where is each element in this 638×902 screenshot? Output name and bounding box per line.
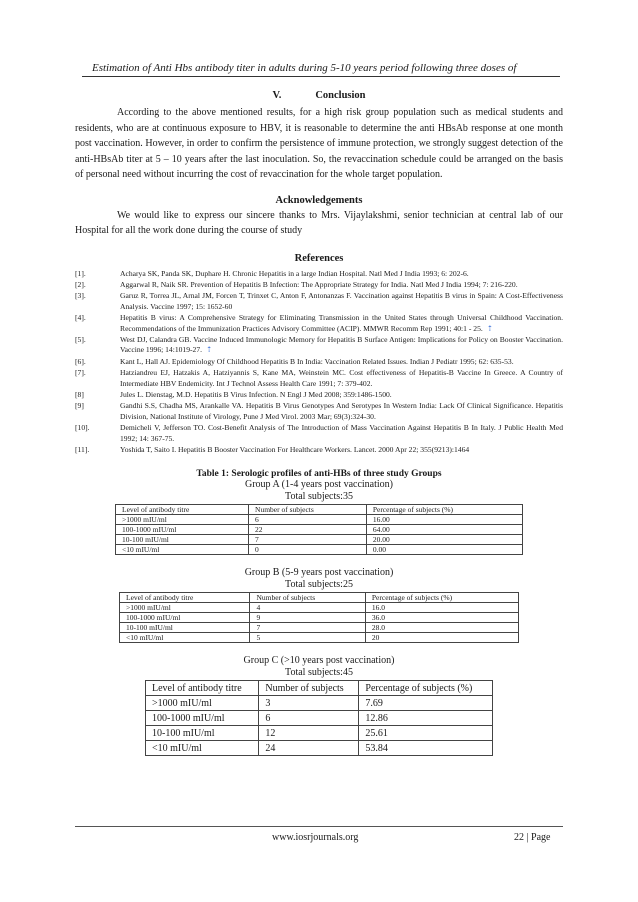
reference-item xyxy=(75,423,563,444)
table-cell: 24 xyxy=(259,741,359,756)
table-cell: 6 xyxy=(259,711,359,726)
table-header-cell: Percentage of subjects (%) xyxy=(365,593,518,603)
reference-item xyxy=(75,269,563,279)
table-header-cell: Percentage of subjects (%) xyxy=(359,681,493,696)
table-cell: 16.0 xyxy=(365,603,518,613)
reference-text: Hepatitis B virus: A Comprehensive Strategy for Eliminating Transmission in the United States through Universal Childhood Vaccination. Recommendations of the Immunization Practices Advisory Committee (ACIP). MMWR Recomm Rep 1991; 40:1 - 25. xyxy=(120,313,563,333)
table-cell: 53.84 xyxy=(359,741,493,756)
table-row xyxy=(146,741,493,756)
reference-item xyxy=(75,335,563,356)
table-row xyxy=(116,545,523,555)
table-cell: 16.00 xyxy=(366,515,522,525)
table-header-row xyxy=(116,505,523,515)
table-cell: 100-1000 mIU/ml xyxy=(116,525,249,535)
table-row xyxy=(116,515,523,525)
table-cell: >1000 mIU/ml xyxy=(120,603,250,613)
group-a-total: Total subjects:35 xyxy=(285,491,353,503)
reference-number: [11]. xyxy=(75,445,90,454)
reference-number: [10]. xyxy=(75,423,90,433)
conclusion-paragraph: According to the above mentioned results, for a high risk group population such as medical students and residents, who are at continuous exposure to HBV, it is reasonable to determine the anti HBsAb response at one month post vaccination. However, in order to confirm the persistence of immune protection, we strongly suggest detection of the anti-HBsAb titer at 5 – 10 years after the last inoculation. So, the revaccination schedule could be arranged on the basis of personal need without incurring the cost of revaccination for the whole target population. xyxy=(75,107,563,180)
table-cell: 7 xyxy=(250,623,365,633)
reference-number: [5]. xyxy=(75,334,86,344)
table-row xyxy=(146,696,493,711)
reference-number: [8] xyxy=(75,389,84,399)
reference-item xyxy=(75,280,563,290)
page-content xyxy=(75,90,563,756)
reference-text: Hatziandreu EJ, Hatzakis A, Hatziyannis S, Kane MA, Weinstein MC. Cost effectiveness of Hepatitis-B Vaccine In Greece. A Country of Intermediate HBV Endemicity. Int J Technol Assess Health Care 1991; 7: 379-402. xyxy=(120,368,563,388)
table-row xyxy=(120,633,519,643)
table-cell: 28.0 xyxy=(365,623,518,633)
table-row xyxy=(146,711,493,726)
group-a-title: Group A (1-4 years post vaccination) xyxy=(244,479,394,491)
table-cell: <10 mIU/ml xyxy=(116,545,249,555)
table-row xyxy=(120,623,519,633)
acknowledgements-paragraph: We would like to express our sincere thanks to Mrs. Vijaylakshmi, senior technician at central lab of our Hospital for all the work done during the course of study xyxy=(75,209,563,236)
table-cell: 7.69 xyxy=(359,696,493,711)
reference-item xyxy=(75,401,563,422)
reference-list xyxy=(75,269,563,456)
table-header-cell: Number of subjects xyxy=(250,593,365,603)
table-header-row xyxy=(120,593,519,603)
table-cell: 6 xyxy=(249,515,367,525)
table-cell: 0.00 xyxy=(366,545,522,555)
table-header-cell: Percentage of subjects (%) xyxy=(366,505,522,515)
table-caption: Table 1: Serologic profiles of anti-HBs of three study Groups xyxy=(196,469,442,480)
reference-text: Kant L, Hall AJ. Epidemiology Of Childhood Hepatitis B In India: Vaccination Related Issues. Indian J Pediatr 1995; 62: 635-53. xyxy=(120,356,514,366)
table-cell: 20 xyxy=(365,633,518,643)
table-cell: 5 xyxy=(250,633,365,643)
table-header-cell: Number of subjects xyxy=(259,681,359,696)
reference-number: [4]. xyxy=(75,313,86,323)
reference-number: [2]. xyxy=(75,279,86,289)
references-heading: References xyxy=(294,252,344,264)
group-c-total: Total subjects:45 xyxy=(285,667,353,679)
reference-text: West DJ, Calandra GB. Vaccine Induced Immunologic Memory for Hepatitis B Surface Antigen: Implications for Policy on Booster Vaccination. Vaccine 1996; 14:1019-27. xyxy=(120,334,563,355)
acknowledgements-heading: Acknowledgements xyxy=(275,194,363,206)
header-rule xyxy=(82,76,560,77)
table-row xyxy=(120,603,519,613)
group-b-total: Total subjects:25 xyxy=(285,579,353,591)
table-header-cell: Level of antibody titre xyxy=(116,505,249,515)
table-cell: <10 mIU/ml xyxy=(120,633,250,643)
table-cell: <10 mIU/ml xyxy=(146,741,259,756)
table-cell: 10-100 mIU/ml xyxy=(116,535,249,545)
group-b-title: Group B (5-9 years post vaccination) xyxy=(244,567,394,579)
table-cell: 25.61 xyxy=(359,726,493,741)
reference-item xyxy=(75,445,563,455)
reference-text: Yoshida T, Saito I. Hepatitis B Booster Vaccination For Healthcare Workers. Lancet. 2000 Apr 22; 355(9213):1464 xyxy=(120,445,470,454)
table-cell: 0 xyxy=(249,545,367,555)
reference-text: Jules L. Dienstag, M.D. Hepatitis B Virus Infection. N Engl J Med 2008; 359:1486-1500. xyxy=(120,389,392,399)
footer-rule xyxy=(75,826,563,827)
table-cell: 12.86 xyxy=(359,711,493,726)
table-cell: 12 xyxy=(259,726,359,741)
table-row xyxy=(146,726,493,741)
table-cell: 3 xyxy=(259,696,359,711)
section-title: Conclusion xyxy=(315,90,366,101)
footer-website-link[interactable]: www.iosrjournals.org xyxy=(272,832,359,843)
reference-number: [3]. xyxy=(75,291,86,301)
up-arrow-icon[interactable]: ⇡ xyxy=(206,345,213,355)
table-cell: 4 xyxy=(250,603,365,613)
table-cell: 10-100 mIU/ml xyxy=(146,726,259,741)
reference-item xyxy=(75,313,563,334)
group-c-table xyxy=(145,680,493,756)
reference-number: [9] xyxy=(75,401,84,411)
table-header-cell: Level of antibody titre xyxy=(120,593,250,603)
table-cell: 22 xyxy=(249,525,367,535)
table-cell: 9 xyxy=(250,613,365,623)
table-cell: >1000 mIU/ml xyxy=(116,515,249,525)
table-cell: 20.00 xyxy=(366,535,522,545)
group-b-table xyxy=(119,592,519,643)
conclusion-heading xyxy=(75,90,563,101)
group-a-table xyxy=(115,504,523,555)
table-cell: 7 xyxy=(249,535,367,545)
table-cell: >1000 mIU/ml xyxy=(146,696,259,711)
reference-text: Demicheli V, Jefferson TO. Cost-Benefit Analysis of The Introduction of Mass Vaccination Against Hepatitis B In Italy. J Public Health Med 1992; 14: 367-75. xyxy=(120,423,563,443)
reference-item xyxy=(75,291,563,312)
section-number: V. xyxy=(272,90,282,101)
table-cell: 36.0 xyxy=(365,613,518,623)
table-row xyxy=(120,613,519,623)
up-arrow-icon[interactable]: ⇡ xyxy=(486,323,494,333)
table-cell: 64.00 xyxy=(366,525,522,535)
group-c-title: Group C (>10 years post vaccination) xyxy=(243,655,395,667)
reference-text: Garuz R, Torrea JL, Arnal JM, Forcen T, Trinxet C, Anton F, Antonanzas F. Vaccination against Hepatitis B virus in Spain: A Cost-Effectiveness Analysis. Vaccine 1997; 15: 1652-60 xyxy=(120,291,563,311)
table-row xyxy=(116,525,523,535)
reference-text: Gandhi S.S, Chadha MS, Arankalle VA. Hepatitis B Virus Genotypes And Serotypes In Western India: Lack Of Clinical Significance. Hepatitis Division, National Institute of Virology, Pune J Med Virol. 2003 Mar; 69(3):324-30. xyxy=(120,401,563,421)
reference-number: [6]. xyxy=(75,356,86,366)
table-header-cell: Number of subjects xyxy=(249,505,367,515)
reference-text: Acharya SK, Panda SK, Duphare H. Chronic Hepatitis in a large Indian Hospital. Natl Med J India 1993; 6: 202-6. xyxy=(120,268,469,278)
running-header: Estimation of Anti Hbs antibody titer in adults during 5-10 years period following three doses of xyxy=(92,62,517,74)
table-header-row xyxy=(146,681,493,696)
table-row xyxy=(116,535,523,545)
reference-text: Aggarwal R, Naik SR. Prevention of Hepatitis B Infection: The Appropriate Strategy for India. Natl Med J India 1994; 7: 216-220. xyxy=(120,279,518,289)
table-cell: 100-1000 mIU/ml xyxy=(146,711,259,726)
table-header-cell: Level of antibody titre xyxy=(146,681,259,696)
reference-item xyxy=(75,357,563,367)
reference-item xyxy=(75,368,563,389)
table-cell: 100-1000 mIU/ml xyxy=(120,613,250,623)
table-cell: 10-100 mIU/ml xyxy=(120,623,250,633)
reference-number: [1]. xyxy=(75,268,86,278)
footer-page-number: 22 | Page xyxy=(514,832,551,843)
reference-item xyxy=(75,390,563,400)
reference-number: [7]. xyxy=(75,368,86,378)
